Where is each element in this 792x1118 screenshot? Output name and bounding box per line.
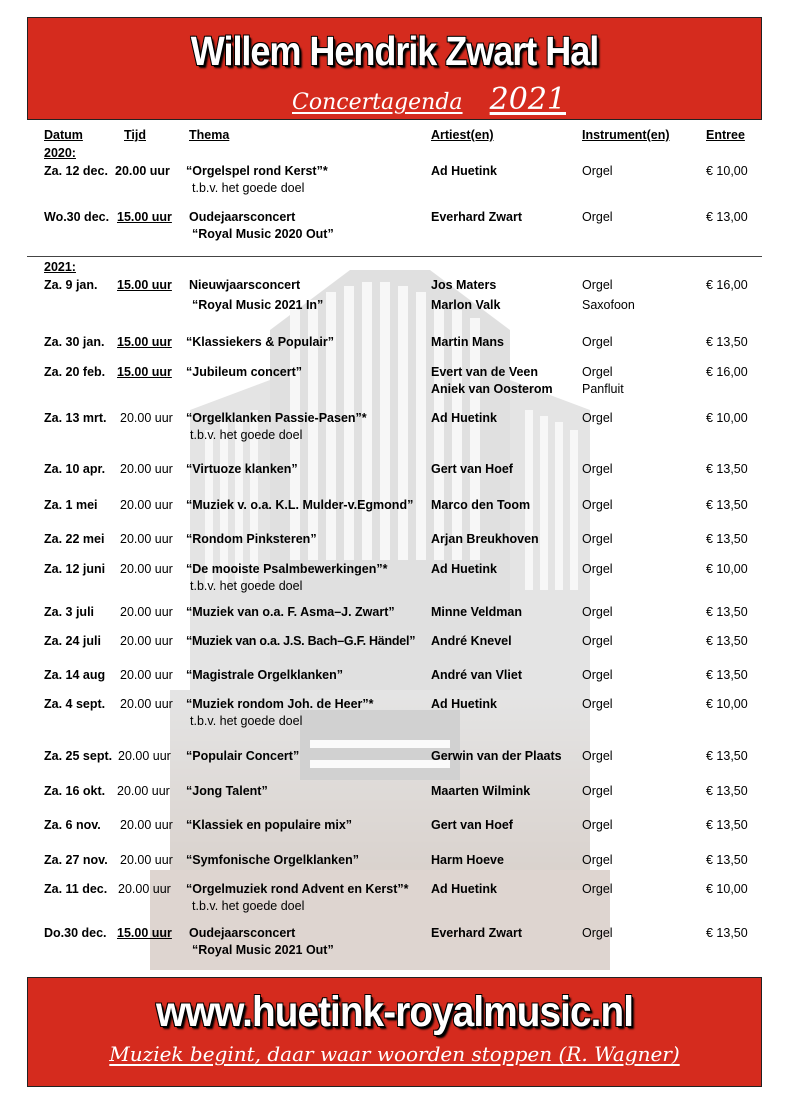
concert-price: € 10,00 bbox=[706, 562, 748, 576]
concert-row bbox=[0, 462, 792, 502]
concert-theme: “Muziek v. o.a. K.L. Mulder-v.Egmond” bbox=[186, 498, 414, 512]
concert-artist: Gert van Hoef bbox=[431, 818, 513, 832]
concert-date: Za. 20 feb. bbox=[44, 365, 106, 379]
concert-date: Za. 22 mei bbox=[44, 532, 105, 546]
concert-time: 15.00 uur bbox=[117, 365, 172, 379]
concert-date: Za. 24 juli bbox=[44, 634, 101, 648]
concert-instrument-2: Panfluit bbox=[582, 382, 624, 396]
concert-date: Za. 14 aug bbox=[44, 668, 106, 682]
concert-row bbox=[0, 697, 792, 737]
agenda-subtitle bbox=[292, 82, 566, 117]
concert-theme: “Muziek van o.a. F. Asma–J. Zwart” bbox=[186, 605, 395, 619]
concert-artist: Gert van Hoef bbox=[431, 462, 513, 476]
concert-date: Do.30 dec. bbox=[44, 926, 107, 940]
concert-artist: Ad Huetink bbox=[431, 411, 497, 425]
concert-artist: André van Vliet bbox=[431, 668, 522, 682]
wagner-quote: Muziek begint, daar waar woorden stoppen (R. Wagner) bbox=[109, 1042, 680, 1066]
concert-artist: Martin Mans bbox=[431, 335, 504, 349]
col-header-datum: Datum bbox=[44, 128, 83, 142]
concert-price: € 10,00 bbox=[706, 882, 748, 896]
concert-row bbox=[0, 926, 792, 966]
concert-row bbox=[0, 411, 792, 451]
concert-price: € 13,50 bbox=[706, 634, 748, 648]
concert-theme-note: t.b.v. het goede doel bbox=[190, 579, 303, 593]
concert-theme: “Orgelspel rond Kerst”* bbox=[186, 164, 328, 178]
concert-price: € 13,50 bbox=[706, 605, 748, 619]
concert-artist: Ad Huetink bbox=[431, 164, 497, 178]
concert-artist: Maarten Wilmink bbox=[431, 784, 531, 798]
concert-time: 20.00 uur bbox=[120, 605, 173, 619]
concert-artist: Everhard Zwart bbox=[431, 926, 523, 940]
concert-price: € 13,50 bbox=[706, 926, 748, 940]
section-divider bbox=[27, 256, 762, 257]
concert-instrument: Orgel bbox=[582, 853, 613, 867]
concert-artist: Arjan Breukhoven bbox=[431, 532, 539, 546]
concert-date: Za. 4 sept. bbox=[44, 697, 106, 711]
concert-date: Za. 16 okt. bbox=[44, 784, 106, 798]
concert-price: € 13,50 bbox=[706, 532, 748, 546]
concert-instrument: Orgel bbox=[582, 411, 613, 425]
concert-date: Za. 9 jan. bbox=[44, 278, 98, 292]
concert-theme: “Muziek rondom Joh. de Heer”* bbox=[186, 697, 374, 711]
concert-artist-2: Marlon Valk bbox=[431, 298, 501, 312]
concert-price: € 13,50 bbox=[706, 668, 748, 682]
concert-instrument: Orgel bbox=[582, 818, 613, 832]
concert-theme: Oudejaarsconcert bbox=[189, 210, 296, 224]
concert-theme-note: t.b.v. het goede doel bbox=[190, 428, 303, 442]
concert-time: 20.00 uur bbox=[118, 749, 171, 763]
concert-theme: “Orgelmuziek rond Advent en Kerst”* bbox=[186, 882, 409, 896]
concert-instrument: Orgel bbox=[582, 462, 613, 476]
concert-time: 20.00 uur bbox=[120, 462, 173, 476]
concert-price: € 13,50 bbox=[706, 853, 748, 867]
agenda-label: Concertagenda bbox=[292, 90, 463, 115]
col-header-instrument: Instrument(en) bbox=[582, 128, 670, 142]
concert-theme: “Symfonische Orgelklanken” bbox=[186, 853, 359, 867]
concert-artist: Everhard Zwart bbox=[431, 210, 523, 224]
concert-price: € 13,50 bbox=[706, 335, 748, 349]
col-header-tijd: Tijd bbox=[124, 128, 146, 142]
concert-row bbox=[0, 749, 792, 789]
concert-price: € 13,50 bbox=[706, 498, 748, 512]
footer-banner bbox=[27, 977, 762, 1087]
concert-price: € 13,50 bbox=[706, 784, 748, 798]
concert-price: € 10,00 bbox=[706, 411, 748, 425]
concert-time: 20.00 uur bbox=[115, 164, 170, 178]
concert-theme: “Jong Talent” bbox=[186, 784, 268, 798]
concert-artist: Ad Huetink bbox=[431, 882, 497, 896]
concert-date: Za. 11 dec. bbox=[44, 882, 108, 896]
concert-date: Za. 1 mei bbox=[44, 498, 98, 512]
agenda-year: 2021 bbox=[489, 82, 566, 117]
concert-instrument: Orgel bbox=[582, 605, 613, 619]
concert-row bbox=[0, 562, 792, 602]
concert-theme-note: “Royal Music 2020 Out” bbox=[192, 227, 334, 241]
concert-time: 20.00 uur bbox=[120, 498, 173, 512]
concert-time: 20.00 uur bbox=[120, 853, 173, 867]
concert-price: € 13,00 bbox=[706, 210, 748, 224]
concert-theme: Oudejaarsconcert bbox=[189, 926, 296, 940]
concert-instrument: Orgel bbox=[582, 365, 613, 379]
concert-artist: Harm Hoeve bbox=[431, 853, 504, 867]
section-2021: 2021: bbox=[44, 260, 76, 274]
col-header-entree: Entree bbox=[706, 128, 745, 142]
col-header-thema: Thema bbox=[189, 128, 230, 142]
concert-instrument: Orgel bbox=[582, 562, 613, 576]
concert-instrument: Orgel bbox=[582, 335, 613, 349]
concert-date: Za. 6 nov. bbox=[44, 818, 101, 832]
concert-artist: Gerwin van der Plaats bbox=[431, 749, 562, 763]
concert-theme: “Magistrale Orgelklanken” bbox=[186, 668, 344, 682]
concert-theme-note: t.b.v. het goede doel bbox=[190, 714, 303, 728]
concert-date: Za. 30 jan. bbox=[44, 335, 105, 349]
concert-instrument: Orgel bbox=[582, 278, 613, 292]
concert-price: € 13,50 bbox=[706, 462, 748, 476]
section-2020: 2020: bbox=[44, 146, 76, 160]
concert-instrument: Orgel bbox=[582, 784, 613, 798]
concert-date: Za. 27 nov. bbox=[44, 853, 108, 867]
concert-instrument: Orgel bbox=[582, 164, 613, 178]
concert-price: € 13,50 bbox=[706, 749, 748, 763]
concert-artist: Minne Veldman bbox=[431, 605, 522, 619]
concert-artist: Evert van de Veen bbox=[431, 365, 539, 379]
concert-artist: Ad Huetink bbox=[431, 562, 497, 576]
col-header-artiest: Artiest(en) bbox=[431, 128, 494, 142]
concert-time: 20.00 uur bbox=[120, 697, 173, 711]
venue-title: Willem Hendrik Zwart Hal bbox=[190, 28, 599, 74]
concert-theme: “De mooiste Psalmbewerkingen”* bbox=[186, 562, 388, 576]
concert-theme-note: t.b.v. het goede doel bbox=[192, 181, 305, 195]
concert-row bbox=[0, 818, 792, 858]
concert-instrument: Orgel bbox=[582, 668, 613, 682]
concert-date: Za. 25 sept. bbox=[44, 749, 113, 763]
website-link[interactable]: www.huetink-royalmusic.nl bbox=[155, 988, 634, 1036]
concert-theme: “Jubileum concert” bbox=[186, 365, 302, 379]
concert-price: € 10,00 bbox=[706, 164, 748, 178]
concert-row bbox=[0, 164, 792, 204]
concert-date: Za. 10 apr. bbox=[44, 462, 106, 476]
concert-price: € 10,00 bbox=[706, 697, 748, 711]
concert-artist: Marco den Toom bbox=[431, 498, 531, 512]
concert-time: 20.00 uur bbox=[120, 562, 173, 576]
concert-time: 15.00 uur bbox=[117, 335, 172, 349]
concert-row bbox=[0, 210, 792, 250]
concert-instrument: Orgel bbox=[582, 532, 613, 546]
concert-instrument: Orgel bbox=[582, 210, 613, 224]
concert-time: 20.00 uur bbox=[118, 882, 171, 896]
concert-date: Wo.30 dec. bbox=[44, 210, 110, 224]
concert-theme-note: “Royal Music 2021 In” bbox=[192, 298, 324, 312]
concert-time: 20.00 uur bbox=[120, 634, 173, 648]
concert-theme-note: t.b.v. het goede doel bbox=[192, 899, 305, 913]
concert-theme: “Populair Concert” bbox=[186, 749, 300, 763]
concert-time: 15.00 uur bbox=[117, 210, 172, 224]
concert-row bbox=[0, 882, 792, 922]
concert-instrument: Orgel bbox=[582, 697, 613, 711]
concert-instrument: Orgel bbox=[582, 498, 613, 512]
concert-instrument: Orgel bbox=[582, 634, 613, 648]
concert-instrument-2: Saxofoon bbox=[582, 298, 635, 312]
concert-theme: “Orgelklanken Passie-Pasen”* bbox=[186, 411, 367, 425]
concert-artist: Ad Huetink bbox=[431, 697, 497, 711]
concert-instrument: Orgel bbox=[582, 749, 613, 763]
concert-time: 15.00 uur bbox=[117, 278, 172, 292]
concert-time: 20.00 uur bbox=[117, 784, 170, 798]
concert-price: € 13,50 bbox=[706, 818, 748, 832]
concert-theme: “Klassiekers & Populair” bbox=[186, 335, 334, 349]
concert-time: 15.00 uur bbox=[117, 926, 172, 940]
header-banner bbox=[27, 17, 762, 120]
concert-theme-note: “Royal Music 2021 Out” bbox=[192, 943, 334, 957]
concert-instrument: Orgel bbox=[582, 926, 613, 940]
concert-date: Za. 12 dec. bbox=[44, 164, 108, 178]
concert-time: 20.00 uur bbox=[120, 532, 173, 546]
concert-theme: “Virtuoze klanken” bbox=[186, 462, 298, 476]
concert-time: 20.00 uur bbox=[120, 818, 173, 832]
concert-date: Za. 12 juni bbox=[44, 562, 106, 576]
concert-row bbox=[0, 365, 792, 405]
concert-theme: “Rondom Pinksteren” bbox=[186, 532, 317, 546]
concert-theme: “Muziek van o.a. J.S. Bach–G.F. Händel” bbox=[186, 634, 416, 648]
concert-artist: Jos Maters bbox=[431, 278, 497, 292]
concert-instrument: Orgel bbox=[582, 882, 613, 896]
concert-price: € 16,00 bbox=[706, 278, 748, 292]
concert-theme: “Klassiek en populaire mix” bbox=[186, 818, 353, 832]
concert-artist: André Knevel bbox=[431, 634, 512, 648]
concert-theme: Nieuwjaarsconcert bbox=[189, 278, 301, 292]
concert-date: Za. 3 juli bbox=[44, 605, 95, 619]
concert-date: Za. 13 mrt. bbox=[44, 411, 107, 425]
concert-price: € 16,00 bbox=[706, 365, 748, 379]
concert-row bbox=[0, 278, 792, 318]
concert-time: 20.00 uur bbox=[120, 668, 173, 682]
concert-artist-2: Aniek van Oosterom bbox=[431, 382, 553, 396]
concert-time: 20.00 uur bbox=[120, 411, 173, 425]
